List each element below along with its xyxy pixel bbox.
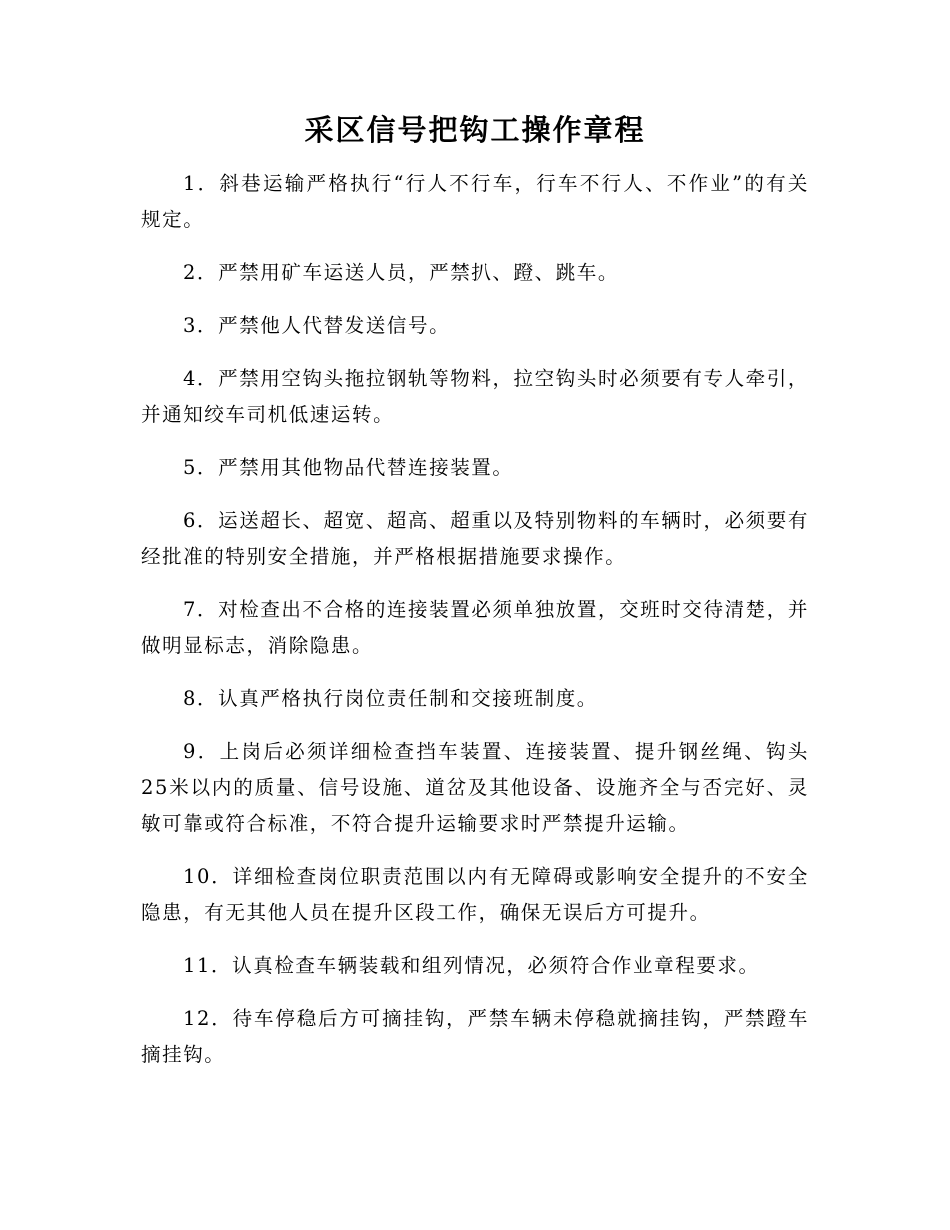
paragraph-2: 2．严禁用矿车运送人员，严禁扒、蹬、跳车。 [183, 261, 620, 284]
paragraph-5: 5．严禁用其他物品代替连接装置。 [183, 456, 514, 479]
paragraph-7: 7．对检查出不合格的连接装置必须单独放置，交班时交待清楚，并做明显标志，消除隐患。 [141, 598, 809, 657]
document-body [141, 166, 809, 1090]
paragraph-6: 6．运送超长、超宽、超高、超重以及特别物料的车辆时，必须要有经批准的特别安全措施，并严格根据措施要求操作。 [141, 509, 809, 568]
paragraph-8: 8．认真严格执行岗位责任制和交接班制度。 [183, 687, 598, 710]
paragraph-1: 1．斜巷运输严格执行“行人不行车，行车不行人、不作业”的有关规定。 [141, 172, 809, 231]
paragraph-11: 11．认真检查车辆装载和组列情况，必须符合作业章程要求。 [183, 954, 760, 977]
document-title: 采区信号把钩工操作章程 [304, 113, 646, 147]
paragraph-12: 12．待车停稳后方可摘挂钩，严禁车辆未停稳就摘挂钩，严禁蹬车摘挂钩。 [141, 1007, 809, 1066]
paragraph-9: 9．上岗后必须详细检查挡车装置、连接装置、提升钢丝绳、钩头25米以内的质量、信号设施、道岔及其他设备、设施齐全与否完好、灵敏可靠或符合标准，不符合提升运输要求时严禁提升运输。 [141, 740, 809, 835]
paragraph-4: 4．严禁用空钩头拖拉钢轨等物料，拉空钩头时必须要有专人牵引，并通知绞车司机低速运转。 [141, 367, 809, 426]
paragraph-10: 10．详细检查岗位职责范围以内有无障碍或影响安全提升的不安全隐患，有无其他人员在提升区段工作，确保无误后方可提升。 [141, 865, 809, 924]
paragraph-3: 3．严禁他人代替发送信号。 [183, 314, 451, 337]
